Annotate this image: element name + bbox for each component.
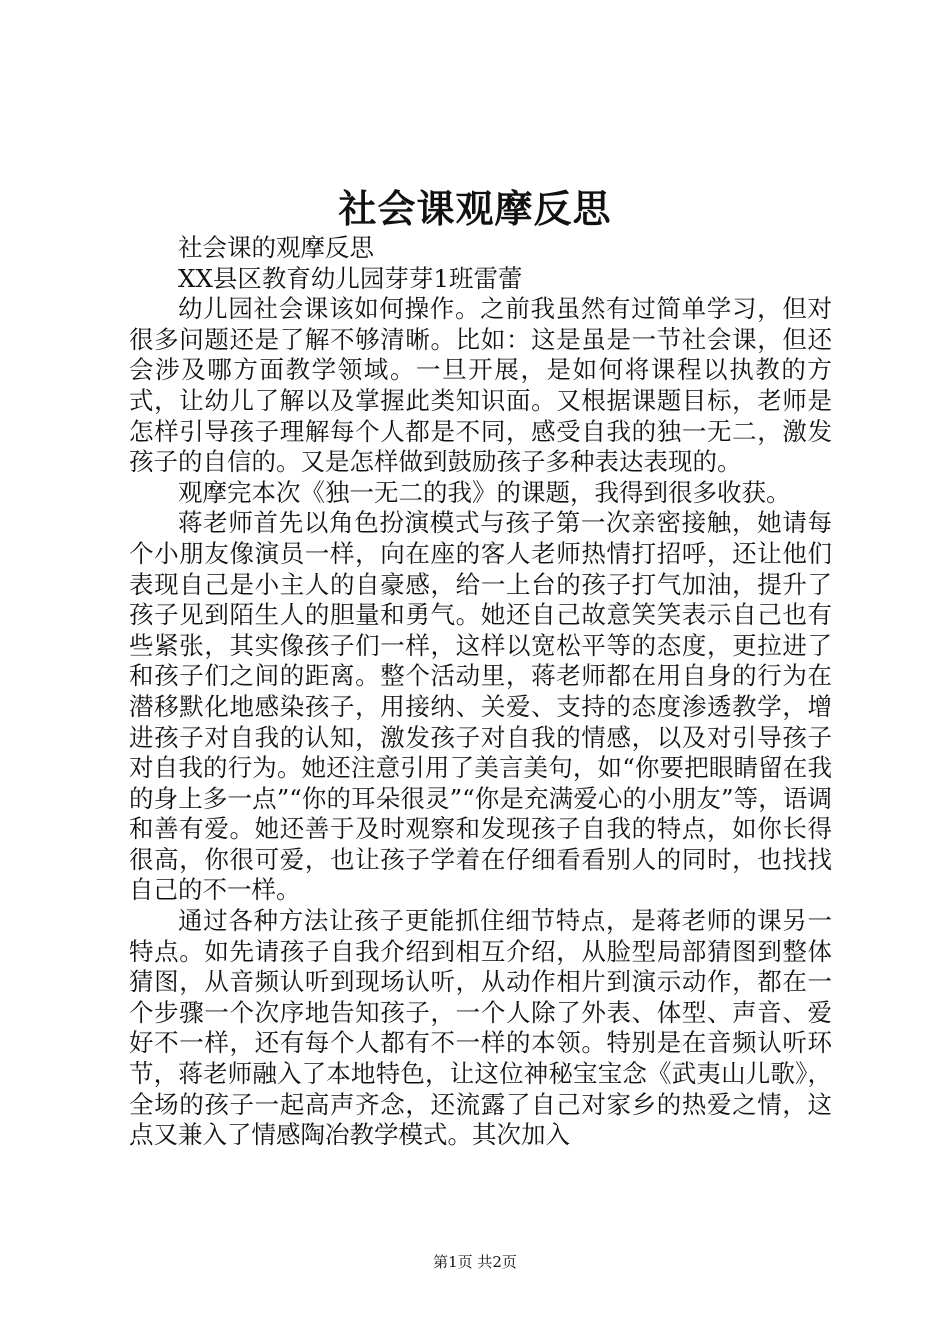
document-body bbox=[129, 233, 832, 1151]
author-line: XX县区教育幼儿园芽芽1班雷蕾 bbox=[178, 263, 523, 293]
document-title: 社会课观摩反思 bbox=[338, 186, 612, 231]
paragraph: 通过各种方法让孩子更能抓住细节特点，是蒋老师的课另一特点。如先请孩子自我介绍到相互介绍，从脸型局部猜图到整体猜图，从音频认听到现场认听，从动作相片到演示动作，都在一个步骤一个次序地告知孩子，一个人除了外表、体型、声音、爱好不一样，还有每个人都有不一样的本领。特别是在音频认听环节，蒋老师融入了本地特色，让这位神秘宝宝念《武夷山儿歌》，全场的孩子一起高声齐念，还流露了自己对家乡的热爱之情，这点又兼入了情感陶冶教学模式。其次加入 bbox=[129, 906, 832, 1150]
paragraph: 观摩完本次《独一无二的我》的课题，我得到很多收获。 bbox=[178, 477, 791, 507]
paragraph: 幼儿园社会课该如何操作。之前我虽然有过简单学习，但对很多问题还是了解不够清晰。比如：这是虽是一节社会课，但还会涉及哪方面教学领域。一旦开展，是如何将课程以执教的方式，让幼儿了解以及掌握此类知识面。又根据课题目标，老师是怎样引导孩子理解每个人都是不同，感受自我的独一无二，激发孩子的自信的。又是怎样做到鼓励孩子多种表达表现的。 bbox=[129, 294, 832, 477]
page-footer: 第1页 共2页 bbox=[433, 1253, 517, 1271]
paragraph: 蒋老师首先以角色扮演模式与孩子第一次亲密接触，她请每个小朋友像演员一样，向在座的客人老师热情打招呼，还让他们表现自己是小主人的自豪感，给一上台的孩子打气加油，提升了孩子见到陌生人的胆量和勇气。她还自己故意笑笑表示自己也有些紧张，其实像孩子们一样，这样以宽松平等的态度，更拉进了和孩子们之间的距离。整个活动里，蒋老师都在用自身的行为在潜移默化地感染孩子，用接纳、关爱、支持的态度渗透教学，增进孩子对自我的认知，激发孩子对自我的情感，以及对引导孩子对自我的行为。她还注意引用了美言美句，如“你要把眼睛留在我的身上多一点”“你的耳朵很灵”“你是充满爱心的小朋友”等，语调和善有爱。她还善于及时观察和发现孩子自我的特点，如你长得很高，你很可爱，也让孩子学着在仔细看看别人的同时，也找找自己的不一样。 bbox=[129, 508, 832, 905]
subtitle: 社会课的观摩反思 bbox=[178, 233, 374, 262]
